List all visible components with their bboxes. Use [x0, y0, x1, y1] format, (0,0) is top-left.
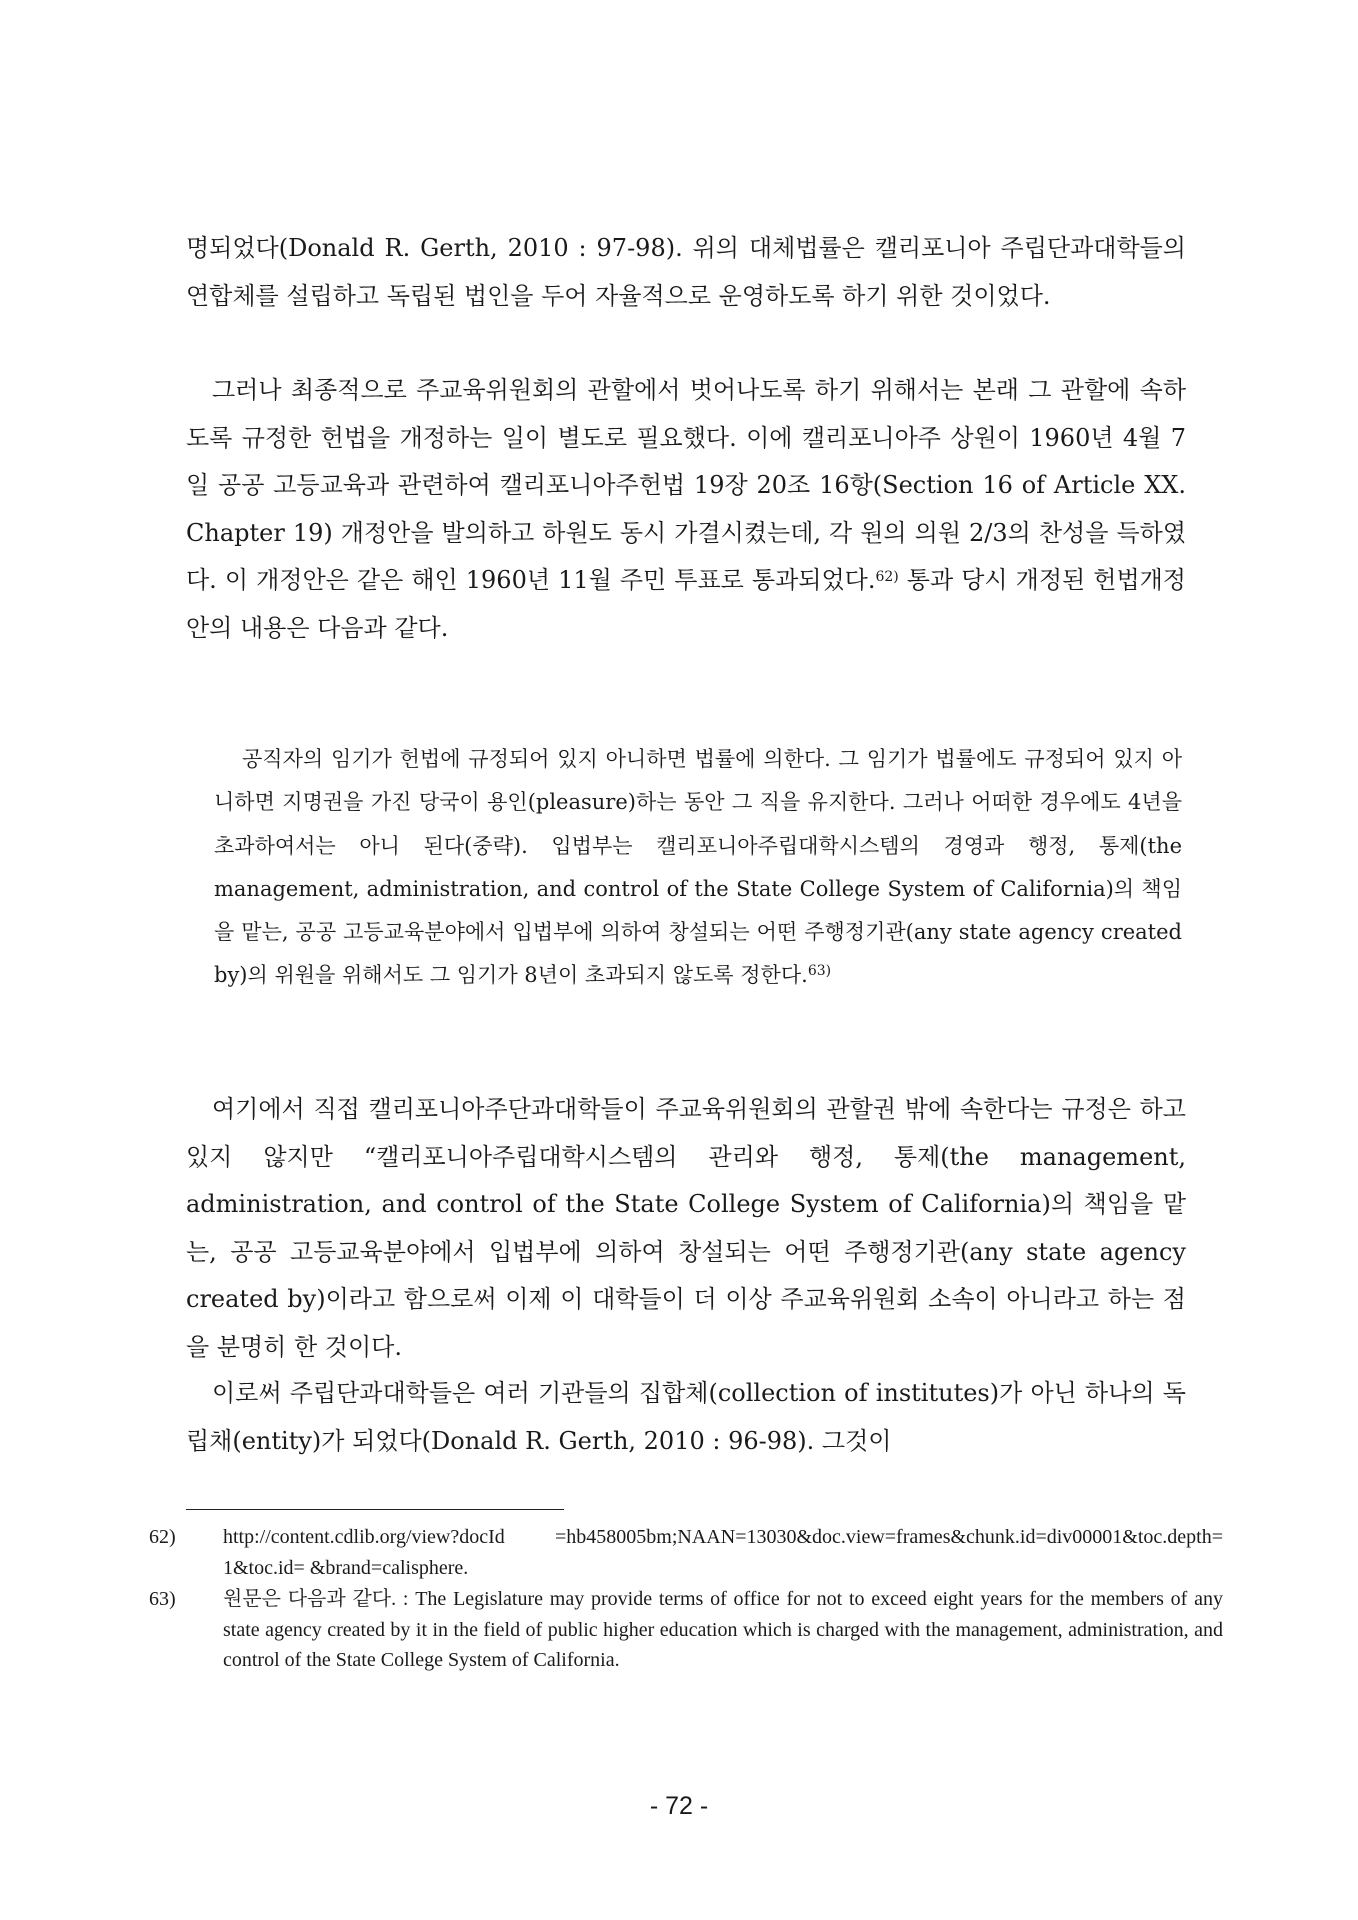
- paragraph-text: 여기에서 직접 캘리포니아주단과대학들이 주교육위원회의 관할권 밖에 속한다는 규정은 하고 있지 않지만 “캘리포니아주립대학시스템의 관리와 행정, 통제(the management, administration, and control of the State College System of California)의 책임을 맡는, 공공 고등교육분야에서 입법부에 의하여 창설되는 어떤 주행정기관(any state agency created by)이라고 함으로써 이제 이 대학들이 더 이상 주교육위원회 소속이 아니라고 하는 점을 분명히 한 것이다.: [186, 1095, 1186, 1361]
- footnote-link-text[interactable]: http://content.cdlib.org/view?docId =hb458005bm;NAAN=13030&doc.view=frames&chunk.id=div00001&toc.depth= 1&toc.id= &brand=calisphere.: [223, 1526, 1223, 1579]
- paragraph-text: 명되었다(Donald R. Gerth, 2010 : 97-98). 위의 대체법률은 캘리포니아 주립단과대학들의 연합체를 설립하고 독립된 법인을 두어 자율적으로 운영하도록 하기 위한 것이었다.: [186, 234, 1186, 310]
- footnote-text: 원문은 다음과 같다. : The Legislature may provide terms of office for not to exceed eight years for the members of any state agency created by it in the field of public higher education which is charged with the management, administration, and control of the State College System of California.: [223, 1588, 1223, 1671]
- paragraph-text-tail: 통과 당시 개정된 헌법개정안의 내용은 다음과 같다.: [186, 566, 1186, 642]
- footnote-63: [149, 1584, 1223, 1676]
- body-paragraph-3: [186, 1086, 1186, 1371]
- quote-text: 공직자의 임기가 헌법에 규정되어 있지 아니하면 법률에 의한다. 그 임기가 법률에도 규정되어 있지 아니하면 지명권을 가진 당국이 용인(pleasure)하는 동안 그 직을 유지한다. 그러나 어떠한 경우에도 4년을 초과하여서는 아니 된다(중략). 입법부는 캘리포니아주립대학시스템의 경영과 행정, 통제(the management, administration, and control of the State College System of California)의 책임을 맡는, 공공 고등교육분야에서 입법부에 의하여 창설되는 어떤 주행정기관(any state agency created by)의 위원을 위해서도 그 임기가 8년이 초과되지 않도록 정한다.: [214, 747, 1182, 988]
- body-paragraph-4: [186, 1370, 1186, 1465]
- paragraph-text: 이로써 주립단과대학들은 여러 기관들의 집합체(collection of institutes)가 아닌 하나의 독립채(entity)가 되었다(Donald R. Gerth, 2010 : 96-98). 그것이: [186, 1379, 1186, 1455]
- paragraph-text: 그러나 최종적으로 주교육위원회의 관할에서 벗어나도록 하기 위해서는 본래 그 관할에 속하도록 규정한 헌법을 개정하는 일이 별도로 필요했다. 이에 캘리포니아주 상원이 1960년 4월 7일 공공 고등교육과 관련하여 캘리포니아주헌법 19장 20조 16항(Section 16 of Article XX. Chapter 19) 개정안을 발의하고 하원도 동시 가결시켰는데, 각 원의 의원 2/3의 찬성을 득하였다. 이 개정안은 같은 해인 1960년 11월 주민 투표로 통과되었다.: [186, 376, 1186, 594]
- footnote-number: 63): [149, 1588, 176, 1610]
- footnote-ref-62: 62): [875, 569, 899, 585]
- footnote-ref-63: 63): [807, 963, 832, 980]
- block-quote: [214, 738, 1182, 998]
- body-paragraph-2: [186, 367, 1186, 652]
- footnote-divider: [186, 1509, 564, 1510]
- body-paragraph-1: [186, 225, 1186, 320]
- footnote-62: [149, 1522, 1223, 1583]
- footnote-number: 62): [149, 1526, 176, 1548]
- page-number: - 72 -: [649, 1792, 709, 1820]
